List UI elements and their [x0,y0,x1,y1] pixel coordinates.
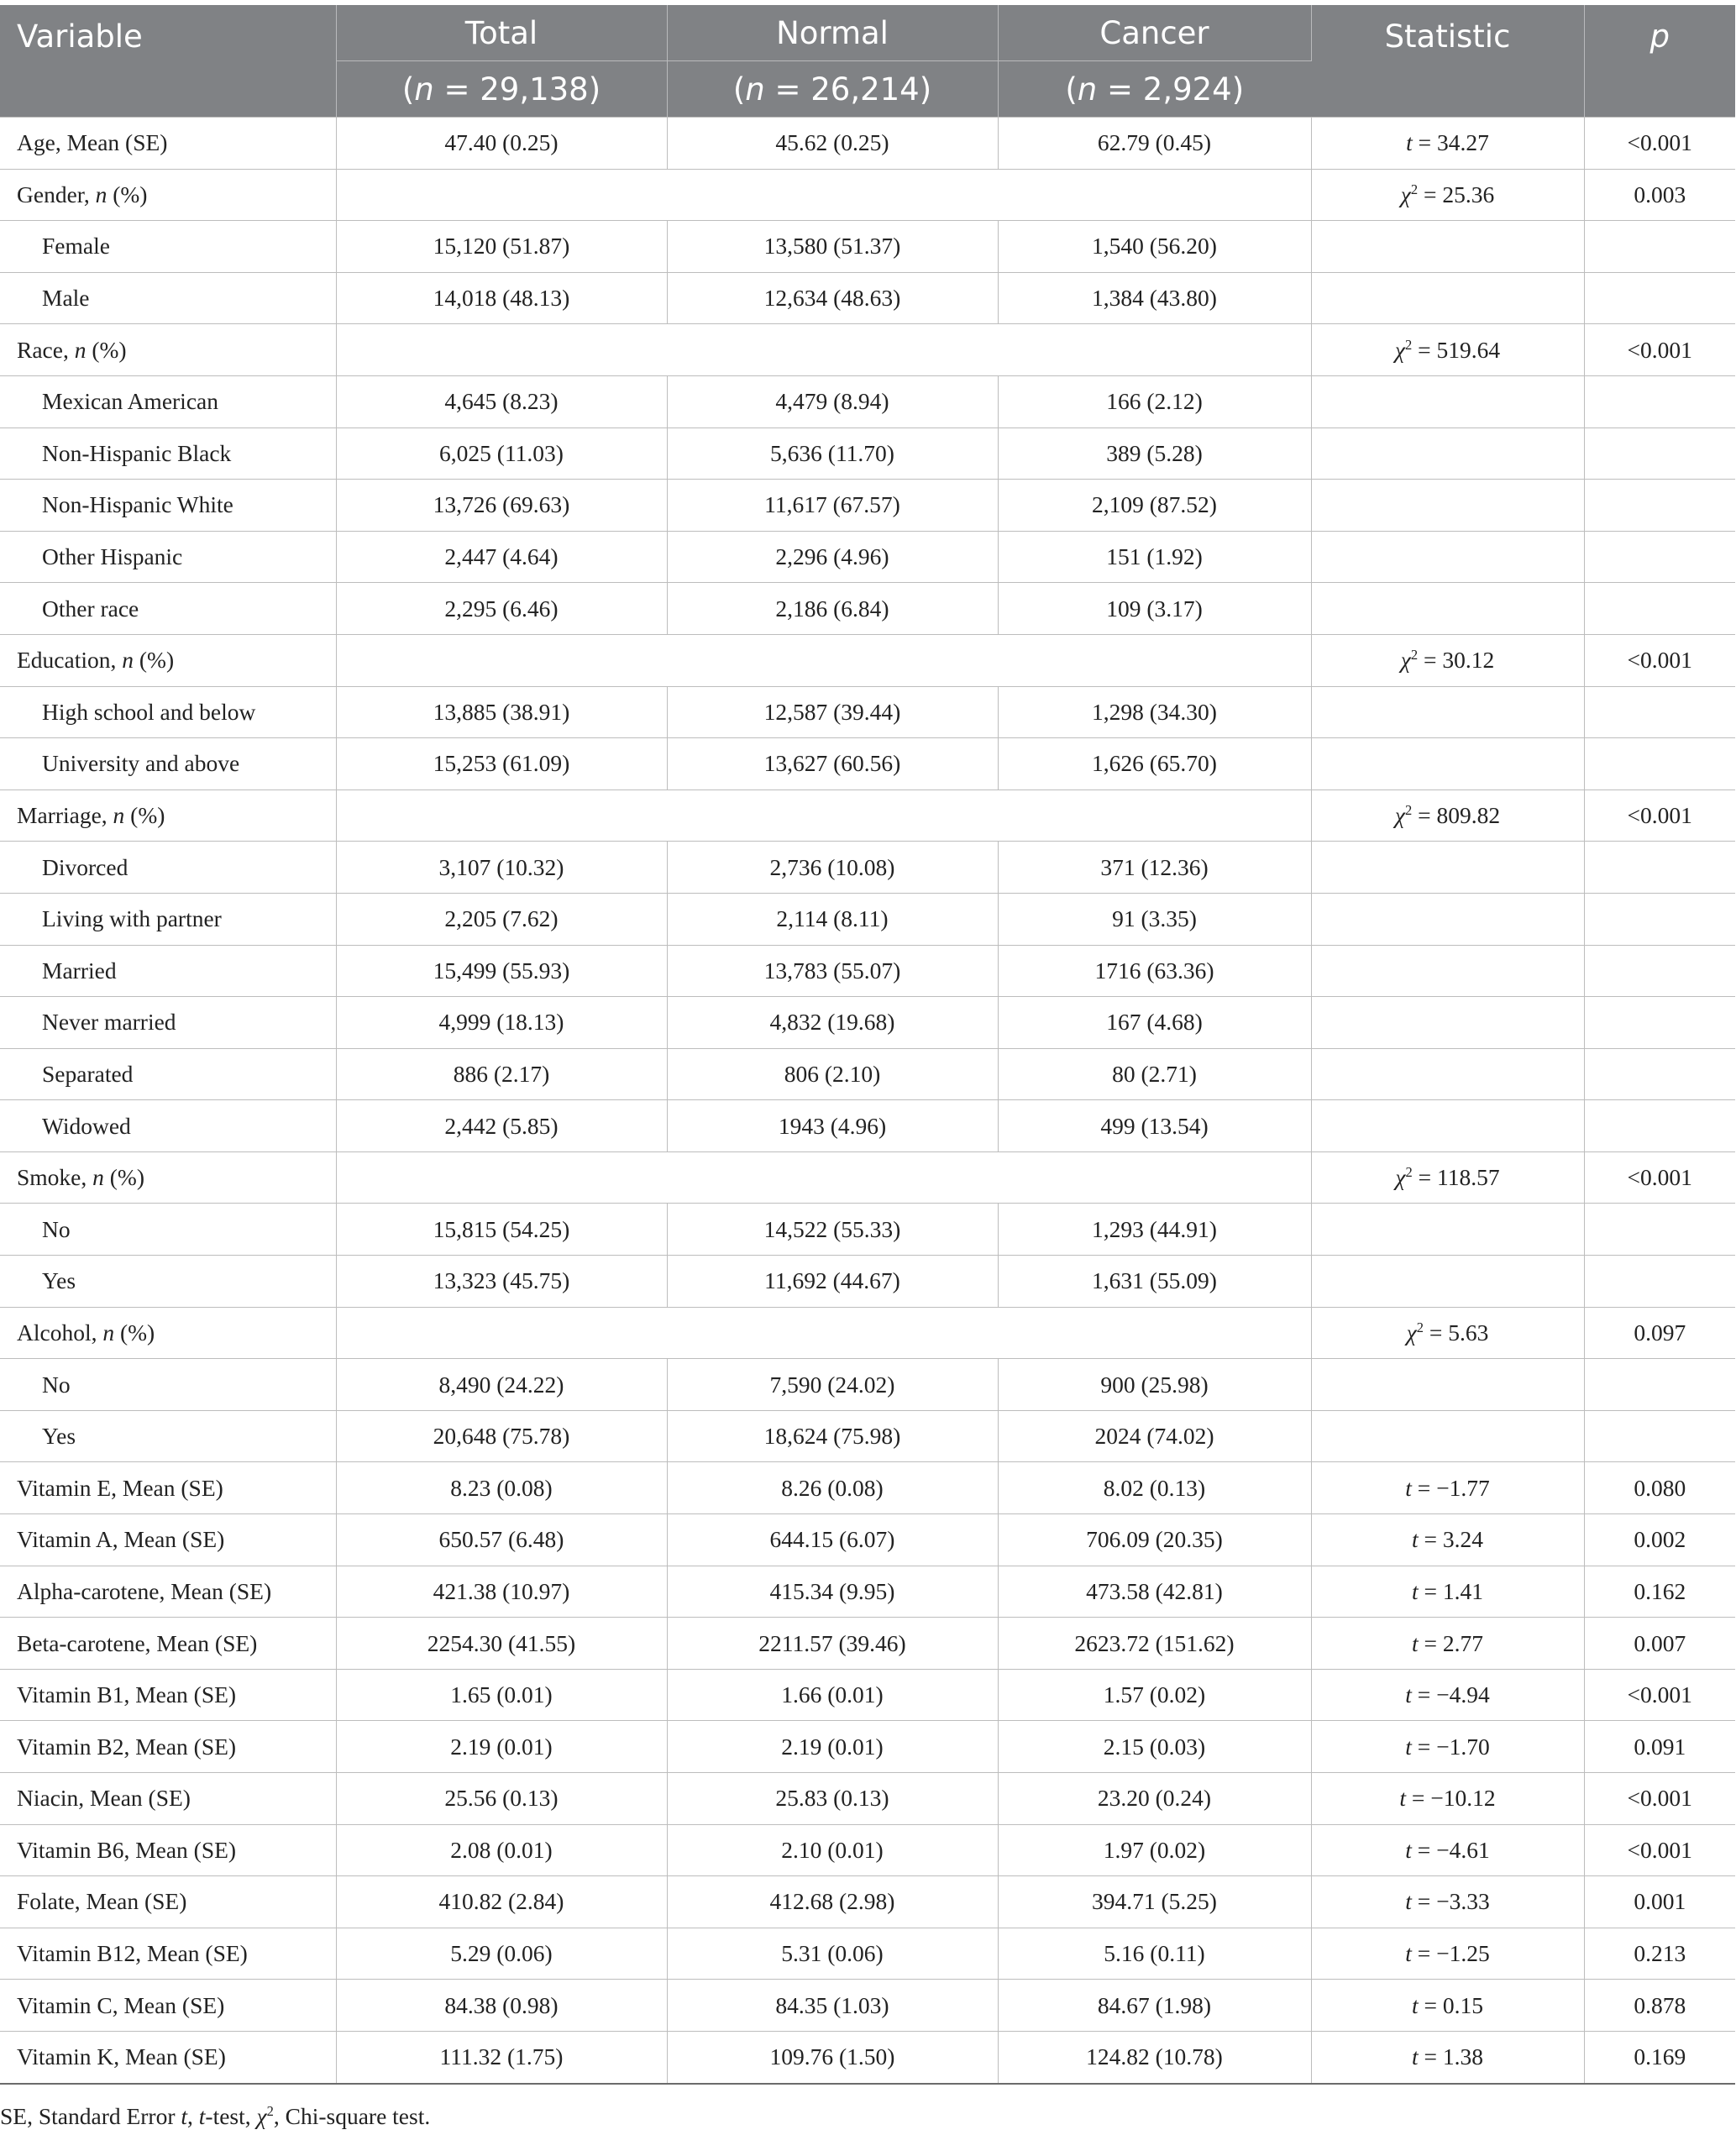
cell-normal: 11,692 (44.67) [667,1256,998,1308]
row-label: Alpha-carotene, Mean (SE) [0,1566,336,1618]
row-label: Married [0,945,336,997]
cell-p: 0.003 [1584,169,1735,221]
table-row [0,1824,1735,1876]
row-label: University and above [0,738,336,790]
cell-cancer: 1,293 (44.91) [998,1204,1311,1256]
cell-p [1584,997,1735,1049]
table-row [0,118,1735,170]
table-row [0,272,1735,324]
cell-total: 886 (2.17) [336,1048,667,1100]
table-body [0,118,1735,2084]
header-cancer-n: (n = 2,924) [998,61,1311,118]
cell-cancer: 151 (1.92) [998,531,1311,583]
cell-normal: 412.68 (2.98) [667,1876,998,1928]
group-spacer [336,789,1311,842]
cell-p [1584,686,1735,738]
cell-normal: 2.19 (0.01) [667,1721,998,1773]
cell-total: 47.40 (0.25) [336,118,667,170]
cell-cancer: 23.20 (0.24) [998,1773,1311,1825]
cell-p [1584,738,1735,790]
row-label: Never married [0,997,336,1049]
cell-cancer: 2024 (74.02) [998,1410,1311,1462]
cell-p [1584,1204,1735,1256]
table-row [0,1721,1735,1773]
cell-total: 2254.30 (41.55) [336,1618,667,1670]
cell-statistic [1311,1204,1584,1256]
cell-normal: 4,832 (19.68) [667,997,998,1049]
header-total: Total [336,5,667,61]
cell-statistic [1311,1359,1584,1411]
cell-statistic [1311,583,1584,635]
row-label: Marriage, n (%) [0,789,336,842]
cell-p [1584,1100,1735,1152]
table-row [0,375,1735,428]
cell-cancer: 900 (25.98) [998,1359,1311,1411]
row-label: Race, n (%) [0,324,336,376]
cell-normal: 12,587 (39.44) [667,686,998,738]
cell-total: 15,499 (55.93) [336,945,667,997]
cell-normal: 13,580 (51.37) [667,221,998,273]
cell-statistic: t = −3.33 [1311,1876,1584,1928]
cell-total: 5.29 (0.06) [336,1928,667,1980]
cell-cancer: 1,298 (34.30) [998,686,1311,738]
table-row [0,686,1735,738]
cell-statistic [1311,480,1584,532]
table-row [0,1773,1735,1825]
cell-normal: 18,624 (75.98) [667,1410,998,1462]
group-spacer [336,1151,1311,1204]
row-label: Folate, Mean (SE) [0,1876,336,1928]
table-row [0,1359,1735,1411]
cell-p [1584,272,1735,324]
row-label: Gender, n (%) [0,169,336,221]
header-normal-n: (n = 26,214) [667,61,998,118]
table-row [0,1980,1735,2032]
cell-cancer: 1,384 (43.80) [998,272,1311,324]
header-p: p [1584,5,1735,118]
table-header [0,5,1735,118]
cell-normal: 11,617 (67.57) [667,480,998,532]
row-label: Vitamin C, Mean (SE) [0,1980,336,2032]
cell-statistic [1311,893,1584,945]
cell-cancer: 371 (12.36) [998,842,1311,894]
cell-normal: 4,479 (8.94) [667,375,998,428]
cell-statistic: $\chi^2 = 118.57$ [1311,1151,1584,1204]
table-row [0,1410,1735,1462]
row-label: Vitamin B2, Mean (SE) [0,1721,336,1773]
group-spacer [336,1307,1311,1359]
cell-statistic: $\chi^2 = 5.63$ [1311,1307,1584,1359]
cell-total: 2,295 (6.46) [336,583,667,635]
table-row [0,583,1735,635]
cell-statistic [1311,1048,1584,1100]
cell-total: 4,645 (8.23) [336,375,667,428]
cell-total: 8.23 (0.08) [336,1462,667,1514]
row-label: Mexican American [0,375,336,428]
cell-statistic: $\chi^2 = 25.36$ [1311,169,1584,221]
cell-total: 8,490 (24.22) [336,1359,667,1411]
table-row [0,945,1735,997]
cell-p: 0.001 [1584,1876,1735,1928]
cell-statistic [1311,1256,1584,1308]
table-group-row [0,634,1735,686]
row-label: Other Hispanic [0,531,336,583]
cell-p [1584,1256,1735,1308]
cell-statistic [1311,531,1584,583]
cell-statistic: t = −1.70 [1311,1721,1584,1773]
group-spacer [336,634,1311,686]
cell-normal: 84.35 (1.03) [667,1980,998,2032]
cell-total: 15,253 (61.09) [336,738,667,790]
cell-p: 0.169 [1584,2031,1735,2083]
table-row [0,1256,1735,1308]
cell-p: 0.878 [1584,1980,1735,2032]
cell-p [1584,842,1735,894]
cell-cancer: 389 (5.28) [998,428,1311,480]
row-label: Vitamin K, Mean (SE) [0,2031,336,2083]
table-row [0,1100,1735,1152]
cell-total: 6,025 (11.03) [336,428,667,480]
cell-cancer: 91 (3.35) [998,893,1311,945]
cell-cancer: 1,540 (56.20) [998,221,1311,273]
header-row [0,5,1735,61]
table-row [0,1204,1735,1256]
cell-cancer: 5.16 (0.11) [998,1928,1311,1980]
table-row [0,428,1735,480]
row-label: Alcohol, n (%) [0,1307,336,1359]
cell-total: 2,447 (4.64) [336,531,667,583]
row-label: Vitamin B1, Mean (SE) [0,1669,336,1721]
cell-p: <0.001 [1584,1824,1735,1876]
table-row [0,1566,1735,1618]
cell-p: 0.002 [1584,1514,1735,1566]
header-variable: Variable [0,5,336,118]
row-label: Divorced [0,842,336,894]
cell-statistic: t = 2.77 [1311,1618,1584,1670]
table-row [0,738,1735,790]
cell-statistic [1311,997,1584,1049]
cell-cancer: 167 (4.68) [998,997,1311,1049]
cell-cancer: 499 (13.54) [998,1100,1311,1152]
cell-p: <0.001 [1584,324,1735,376]
cell-normal: 2,114 (8.11) [667,893,998,945]
cell-statistic [1311,738,1584,790]
row-label: Separated [0,1048,336,1100]
cell-normal: 806 (2.10) [667,1048,998,1100]
cell-normal: 1943 (4.96) [667,1100,998,1152]
cell-statistic: $\chi^2 = 519.64$ [1311,324,1584,376]
cell-statistic: t = −1.77 [1311,1462,1584,1514]
cell-p: <0.001 [1584,634,1735,686]
row-label: Female [0,221,336,273]
cell-statistic: t = 0.15 [1311,1980,1584,2032]
cell-total: 421.38 (10.97) [336,1566,667,1618]
cell-p: 0.091 [1584,1721,1735,1773]
table-row [0,531,1735,583]
cell-cancer: 80 (2.71) [998,1048,1311,1100]
cell-p: 0.213 [1584,1928,1735,1980]
table-row [0,1462,1735,1514]
cell-cancer: 2,109 (87.52) [998,480,1311,532]
cell-cancer: 1,626 (65.70) [998,738,1311,790]
cell-normal: 2211.57 (39.46) [667,1618,998,1670]
cell-total: 25.56 (0.13) [336,1773,667,1825]
header-statistic: Statistic [1311,5,1584,118]
cell-normal: 2,186 (6.84) [667,583,998,635]
row-label: Vitamin E, Mean (SE) [0,1462,336,1514]
cell-statistic [1311,945,1584,997]
row-label: Niacin, Mean (SE) [0,1773,336,1825]
cell-total: 13,323 (45.75) [336,1256,667,1308]
cell-p: <0.001 [1584,1151,1735,1204]
cell-statistic: t = −1.25 [1311,1928,1584,1980]
cell-total: 650.57 (6.48) [336,1514,667,1566]
cell-cancer: 473.58 (42.81) [998,1566,1311,1618]
cell-cancer: 394.71 (5.25) [998,1876,1311,1928]
cell-total: 2.19 (0.01) [336,1721,667,1773]
row-label: High school and below [0,686,336,738]
table-row [0,893,1735,945]
cell-p: <0.001 [1584,1669,1735,1721]
group-spacer [336,324,1311,376]
cell-p: <0.001 [1584,789,1735,842]
cell-p [1584,893,1735,945]
cell-p [1584,1410,1735,1462]
header-total-n: (n = 29,138) [336,61,667,118]
cell-p [1584,583,1735,635]
cell-total: 15,815 (54.25) [336,1204,667,1256]
row-label: No [0,1204,336,1256]
cell-total: 1.65 (0.01) [336,1669,667,1721]
cell-total: 4,999 (18.13) [336,997,667,1049]
cell-cancer: 1,631 (55.09) [998,1256,1311,1308]
cell-cancer: 166 (2.12) [998,375,1311,428]
cell-statistic [1311,428,1584,480]
cell-cancer: 8.02 (0.13) [998,1462,1311,1514]
cell-total: 13,885 (38.91) [336,686,667,738]
row-label: Non-Hispanic Black [0,428,336,480]
cell-normal: 8.26 (0.08) [667,1462,998,1514]
row-label: Education, n (%) [0,634,336,686]
row-label: Living with partner [0,893,336,945]
cell-p [1584,480,1735,532]
cell-p: 0.007 [1584,1618,1735,1670]
cell-p: 0.162 [1584,1566,1735,1618]
table-row [0,221,1735,273]
row-label: Beta-carotene, Mean (SE) [0,1618,336,1670]
cell-total: 2,442 (5.85) [336,1100,667,1152]
cell-cancer: 2.15 (0.03) [998,1721,1311,1773]
cell-normal: 7,590 (24.02) [667,1359,998,1411]
cell-p [1584,375,1735,428]
cell-statistic [1311,686,1584,738]
row-label: Age, Mean (SE) [0,118,336,170]
cell-normal: 109.76 (1.50) [667,2031,998,2083]
cell-cancer: 1.57 (0.02) [998,1669,1311,1721]
cell-normal: 415.34 (9.95) [667,1566,998,1618]
cell-normal: 1.66 (0.01) [667,1669,998,1721]
cell-total: 15,120 (51.87) [336,221,667,273]
cell-normal: 13,783 (55.07) [667,945,998,997]
cell-normal: 12,634 (48.63) [667,272,998,324]
table-row [0,1876,1735,1928]
cell-cancer: 2623.72 (151.62) [998,1618,1311,1670]
cell-cancer: 62.79 (0.45) [998,118,1311,170]
cell-total: 111.32 (1.75) [336,2031,667,2083]
table-row [0,480,1735,532]
row-label: Yes [0,1410,336,1462]
row-label: Non-Hispanic White [0,480,336,532]
row-label: No [0,1359,336,1411]
cell-normal: 2,736 (10.08) [667,842,998,894]
cell-normal: 45.62 (0.25) [667,118,998,170]
cell-cancer: 109 (3.17) [998,583,1311,635]
cell-statistic: $\chi^2 = 809.82$ [1311,789,1584,842]
cell-statistic [1311,842,1584,894]
cell-p [1584,1359,1735,1411]
cell-normal: 25.83 (0.13) [667,1773,998,1825]
table-row [0,1514,1735,1566]
cell-p: 0.080 [1584,1462,1735,1514]
cell-total: 20,648 (75.78) [336,1410,667,1462]
table-row [0,1928,1735,1980]
header-normal: Normal [667,5,998,61]
row-label: Yes [0,1256,336,1308]
table-container [0,5,1736,2085]
cell-p: 0.097 [1584,1307,1735,1359]
row-label: Male [0,272,336,324]
cell-statistic [1311,272,1584,324]
table-footnote: SE, Standard Error t, t-test, $\chi^2$, Chi-square test. [0,2103,431,2130]
cell-statistic [1311,221,1584,273]
cell-cancer: 706.09 (20.35) [998,1514,1311,1566]
cell-p [1584,221,1735,273]
cell-statistic: t = 3.24 [1311,1514,1584,1566]
cell-p [1584,1048,1735,1100]
cell-statistic [1311,1100,1584,1152]
table-group-row [0,324,1735,376]
row-label: Smoke, n (%) [0,1151,336,1204]
cell-statistic: t = −4.61 [1311,1824,1584,1876]
cell-normal: 5,636 (11.70) [667,428,998,480]
table-group-row [0,1307,1735,1359]
table-row [0,2031,1735,2083]
cell-statistic [1311,375,1584,428]
results-table [0,5,1735,2085]
row-label: Vitamin A, Mean (SE) [0,1514,336,1566]
cell-p [1584,428,1735,480]
cell-cancer: 1.97 (0.02) [998,1824,1311,1876]
table-row [0,1669,1735,1721]
cell-total: 2,205 (7.62) [336,893,667,945]
table-row [0,997,1735,1049]
table-group-row [0,169,1735,221]
cell-normal: 644.15 (6.07) [667,1514,998,1566]
cell-statistic: t = −10.12 [1311,1773,1584,1825]
cell-cancer: 124.82 (10.78) [998,2031,1311,2083]
cell-total: 410.82 (2.84) [336,1876,667,1928]
cell-statistic: t = 1.38 [1311,2031,1584,2083]
cell-cancer: 1716 (63.36) [998,945,1311,997]
cell-p: <0.001 [1584,118,1735,170]
table-row [0,1618,1735,1670]
cell-statistic [1311,1410,1584,1462]
cell-normal: 2.10 (0.01) [667,1824,998,1876]
cell-p [1584,531,1735,583]
cell-normal: 2,296 (4.96) [667,531,998,583]
cell-total: 3,107 (10.32) [336,842,667,894]
table-row [0,1048,1735,1100]
cell-p: <0.001 [1584,1773,1735,1825]
cell-p [1584,945,1735,997]
cell-statistic: t = 1.41 [1311,1566,1584,1618]
cell-total: 84.38 (0.98) [336,1980,667,2032]
row-label: Vitamin B12, Mean (SE) [0,1928,336,1980]
cell-statistic: t = −4.94 [1311,1669,1584,1721]
cell-normal: 13,627 (60.56) [667,738,998,790]
cell-statistic: t = 34.27 [1311,118,1584,170]
row-label: Vitamin B6, Mean (SE) [0,1824,336,1876]
table-row [0,842,1735,894]
header-cancer: Cancer [998,5,1311,61]
group-spacer [336,169,1311,221]
table-group-row [0,1151,1735,1204]
cell-total: 2.08 (0.01) [336,1824,667,1876]
cell-total: 14,018 (48.13) [336,272,667,324]
row-label: Other race [0,583,336,635]
cell-normal: 5.31 (0.06) [667,1928,998,1980]
cell-cancer: 84.67 (1.98) [998,1980,1311,2032]
cell-total: 13,726 (69.63) [336,480,667,532]
row-label: Widowed [0,1100,336,1152]
table-group-row [0,789,1735,842]
cell-statistic: $\chi^2 = 30.12$ [1311,634,1584,686]
cell-normal: 14,522 (55.33) [667,1204,998,1256]
